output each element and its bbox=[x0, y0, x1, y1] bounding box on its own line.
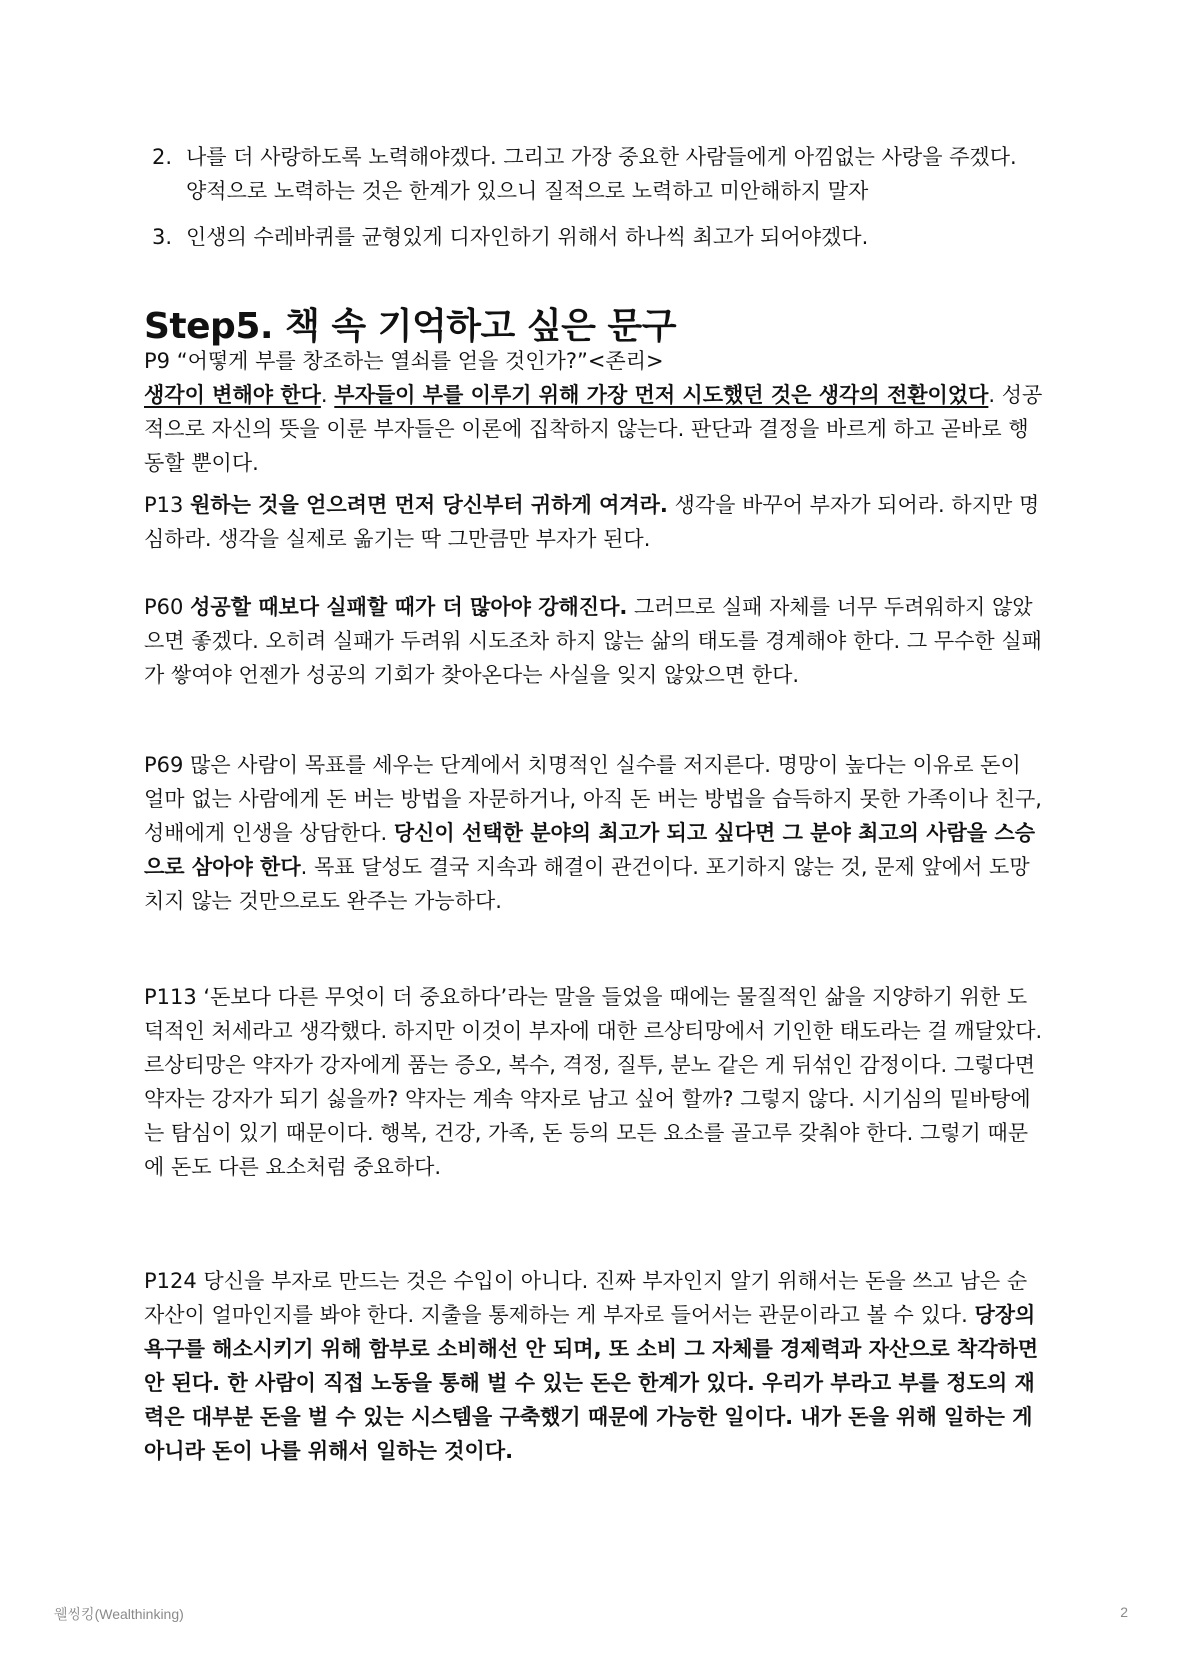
quote-p9-title: P9 “어떻게 부를 창조하는 열쇠를 얻을 것인가?”<존리> bbox=[144, 349, 664, 373]
quote-p69-bold: 당신이 선택한 분야의 최고가 되고 싶다면 그 분야 최고의 사람을 스승으로 삼아야 한다 bbox=[144, 821, 1035, 879]
list-text: 인생의 수레바퀴를 균형있게 디자인하기 위해서 하나씩 최고가 되어야겠다. bbox=[186, 225, 869, 249]
quote-p113 bbox=[144, 980, 1044, 1184]
quote-p9 bbox=[144, 344, 1044, 480]
list-number: 2. bbox=[152, 145, 173, 169]
quote-p60 bbox=[144, 590, 1044, 692]
numbered-list bbox=[152, 140, 1042, 266]
quote-p69-text: P69 많은 사람이 목표를 세우는 단계에서 치명적인 실수를 저지른다. 명망이 높다는 이유로 돈이 얼마 없는 사람에게 돈 버는 방법을 자문하거나, 아직 돈 버는 방법을 습득하지 못한 가족이나 친구, 성배에게 인생을 상담한다. bbox=[144, 753, 1042, 845]
quote-p9-underline-2: 부자들이 부를 이루기 위해 가장 먼저 시도했던 것은 생각의 전환이었다 bbox=[334, 383, 989, 407]
list-number: 3. bbox=[152, 225, 173, 249]
quote-p60-label: P60 bbox=[144, 595, 191, 619]
footer-title: 웰씽킹(Wealthinking) bbox=[54, 1606, 184, 1622]
quote-p124-text: P124 당신을 부자로 만드는 것은 수입이 아니다. 진짜 부자인지 알기 위해서는 돈을 쓰고 남은 순자산이 얼마인지를 봐야 한다. 지출을 통제하는 게 부자로 들어서는 관문이라고 볼 수 있다. bbox=[144, 1269, 1028, 1327]
section-heading: Step5. 책 속 기억하고 싶은 문구 bbox=[144, 306, 676, 347]
page-number: 2 bbox=[1120, 1604, 1128, 1620]
list-item bbox=[152, 220, 1042, 254]
quote-p124-bold: 당장의 욕구를 해소시키기 위해 함부로 소비해선 안 되며, 또 소비 그 자체를 경제력과 자산으로 착각하면 안 된다. 한 사람이 직접 노동을 통해 벌 수 있는 돈은 한계가 있다. 우리가 부라고 부를 정도의 재력은 대부분 돈을 벌 수 있는 시스템을 구축했기 때문에 가능한 일이다. 내가 돈을 위해 일하는 게 아니라 돈이 나를 위해서 일하는 것이다. bbox=[144, 1303, 1039, 1463]
quote-p13-rest: 생각을 바꾸어 부자가 되어라. 하지만 명심하라. 생각을 실제로 옮기는 딱 그만큼만 부자가 된다. bbox=[144, 493, 1040, 551]
quote-p9-rest: . 성공적으로 자신의 뜻을 이룬 부자들은 이론에 집착하지 않는다. 판단과 결정을 바르게 하고 곧바로 행동할 뿐이다. bbox=[144, 383, 1043, 475]
quote-p13-bold: 원하는 것을 얻으려면 먼저 당신부터 귀하게 여겨라. bbox=[190, 493, 668, 517]
quote-p69-rest: . 목표 달성도 결국 지속과 해결이 관건이다. 포기하지 않는 것, 문제 앞에서 도망치지 않는 것만으로도 완주는 가능하다. bbox=[144, 855, 1030, 913]
list-text: 나를 더 사랑하도록 노력해야겠다. 그리고 가장 중요한 사람들에게 아낌없는 사랑을 주겠다. 양적으로 노력하는 것은 한계가 있으니 질적으로 노력하고 미안해하지 말자 bbox=[186, 145, 1017, 203]
quote-p9-dot: . bbox=[320, 383, 335, 407]
quote-p113-text: P113 ‘돈보다 다른 무엇이 더 중요하다’라는 말을 들었을 때에는 물질적인 삶을 지양하기 위한 도덕적인 처세라고 생각했다. 하지만 이것이 부자에 대한 르상티망에서 기인한 태도라는 걸 깨달았다. 르상티망은 약자가 강자에게 품는 증오, 복수, 격정, 질투, 분노 같은 게 뒤섞인 감정이다. 그렇다면 약자는 강자가 되기 싫을까? 약자는 계속 약자로 남고 싶어 할까? 그렇지 않다. 시기심의 밑바탕에는 탐심이 있기 때문이다. 행복, 건강, 가족, 돈 등의 모든 요소를 골고루 갖춰야 한다. 그렇기 때문에 돈도 다른 요소처럼 중요하다. bbox=[144, 985, 1043, 1179]
quote-p60-rest: 그러므로 실패 자체를 너무 두려워하지 않았으면 좋겠다. 오히려 실패가 두려워 시도조차 하지 않는 삶의 태도를 경계해야 한다. 그 무수한 실패가 쌓여야 언젠가 성공의 기회가 찾아온다는 사실을 잊지 않았으면 한다. bbox=[144, 595, 1042, 687]
quote-p124 bbox=[144, 1264, 1044, 1468]
quote-p69 bbox=[144, 748, 1044, 918]
quote-p9-underline-1: 생각이 변해야 한다 bbox=[144, 383, 321, 407]
list-item bbox=[152, 140, 1042, 208]
quote-p60-bold: 성공할 때보다 실패할 때가 더 많아야 강해진다. bbox=[190, 595, 628, 619]
quote-p13 bbox=[144, 488, 1044, 556]
quote-p13-label: P13 bbox=[144, 493, 191, 517]
